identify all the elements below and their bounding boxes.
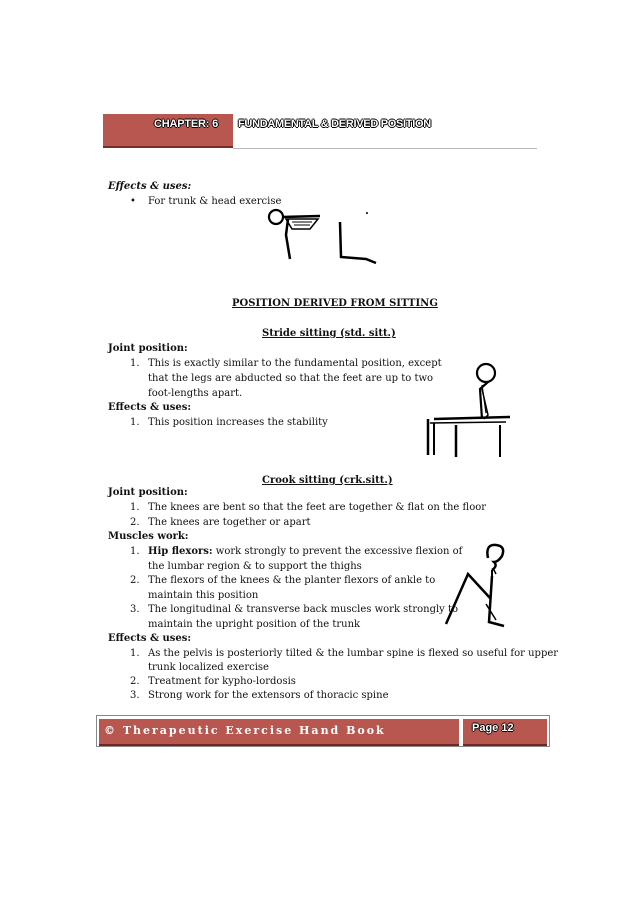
- crook-effects-num-3: 3.: [130, 690, 140, 701]
- crook-joint-line-2: The knees are together or apart: [148, 517, 311, 528]
- bullet-marker: •: [130, 196, 136, 207]
- stride-effects-heading: Effects & uses:: [108, 402, 192, 413]
- stride-joint-line-3: foot-lengths apart.: [148, 388, 243, 399]
- header-rule: [233, 148, 537, 149]
- stride-joint-heading: Joint position:: [108, 343, 188, 354]
- stride-joint-num-1: 1.: [130, 358, 140, 369]
- crook-muscles-num-3: 3.: [130, 604, 140, 615]
- crook-effects-line-3: Strong work for the extensors of thoracic spine: [148, 690, 389, 701]
- crook-muscles-line-2: The flexors of the knees & the planter flexors of ankle to: [148, 575, 436, 586]
- crook-muscles-line-3b: maintain the upright position of the trunk: [148, 619, 361, 630]
- crook-effects-heading: Effects & uses:: [108, 633, 192, 644]
- figure-trunk-exercise: [262, 205, 382, 265]
- crook-muscles-num-1: 1.: [130, 546, 140, 557]
- footer-page-number: Page 12: [472, 722, 514, 734]
- chapter-title: FUNDAMENTAL & DERIVED POSITION: [238, 118, 431, 130]
- crook-effects-line-2: Treatment for kypho-lordosis: [148, 676, 296, 687]
- stride-joint-line-2: that the legs are abducted so that the feet are up to two: [148, 373, 434, 384]
- crook-effects-num-2: 2.: [130, 676, 140, 687]
- crook-joint-heading: Joint position:: [108, 487, 188, 498]
- crook-muscles-line-3: The longitudinal & transverse back muscles work strongly to: [148, 604, 459, 615]
- stride-effects-num-1: 1.: [130, 417, 140, 428]
- footer-copyright: © Therapeutic Exercise Hand Book: [104, 724, 386, 737]
- section-heading: POSITION DERIVED FROM SITTING: [232, 298, 438, 309]
- figure-stride-sitting: [420, 355, 515, 465]
- stride-title: Stride sitting (std. sitt.): [262, 328, 396, 339]
- crook-muscles-num-2: 2.: [130, 575, 140, 586]
- crook-muscles-line-1-text: work strongly to prevent the excessive flexion of: [212, 546, 463, 557]
- crook-muscles-line-1b: the lumbar region & to support the thighs: [148, 561, 362, 572]
- crook-effects-line-1b: trunk localized exercise: [148, 662, 269, 673]
- crook-effects-line-1: As the pelvis is posteriorly tilted & the lumbar spine is flexed so useful for upper: [148, 648, 559, 659]
- stride-effects-line-1: This position increases the stability: [148, 417, 328, 428]
- intro-effects-heading: Effects & uses:: [108, 181, 192, 192]
- intro-bullet: For trunk & head exercise: [148, 196, 282, 207]
- crook-joint-num-2: 2.: [130, 517, 140, 528]
- crook-title: Crook sitting (crk.sitt.): [262, 475, 393, 486]
- chapter-label: CHAPTER: 6: [154, 118, 219, 130]
- crook-muscles-line-2b: maintain this position: [148, 590, 259, 601]
- hip-flexors-label: Hip flexors:: [148, 546, 213, 557]
- crook-muscles-heading: Muscles work:: [108, 531, 189, 542]
- crook-effects-num-1: 1.: [130, 648, 140, 659]
- crook-joint-line-1: The knees are bent so that the feet are together & flat on the floor: [148, 502, 487, 513]
- crook-muscles-line-1: [148, 544, 462, 559]
- stride-joint-line-1: This is exactly similar to the fundamental position, except: [148, 358, 442, 369]
- figure-crook-sitting: [440, 540, 520, 630]
- crook-joint-num-1: 1.: [130, 502, 140, 513]
